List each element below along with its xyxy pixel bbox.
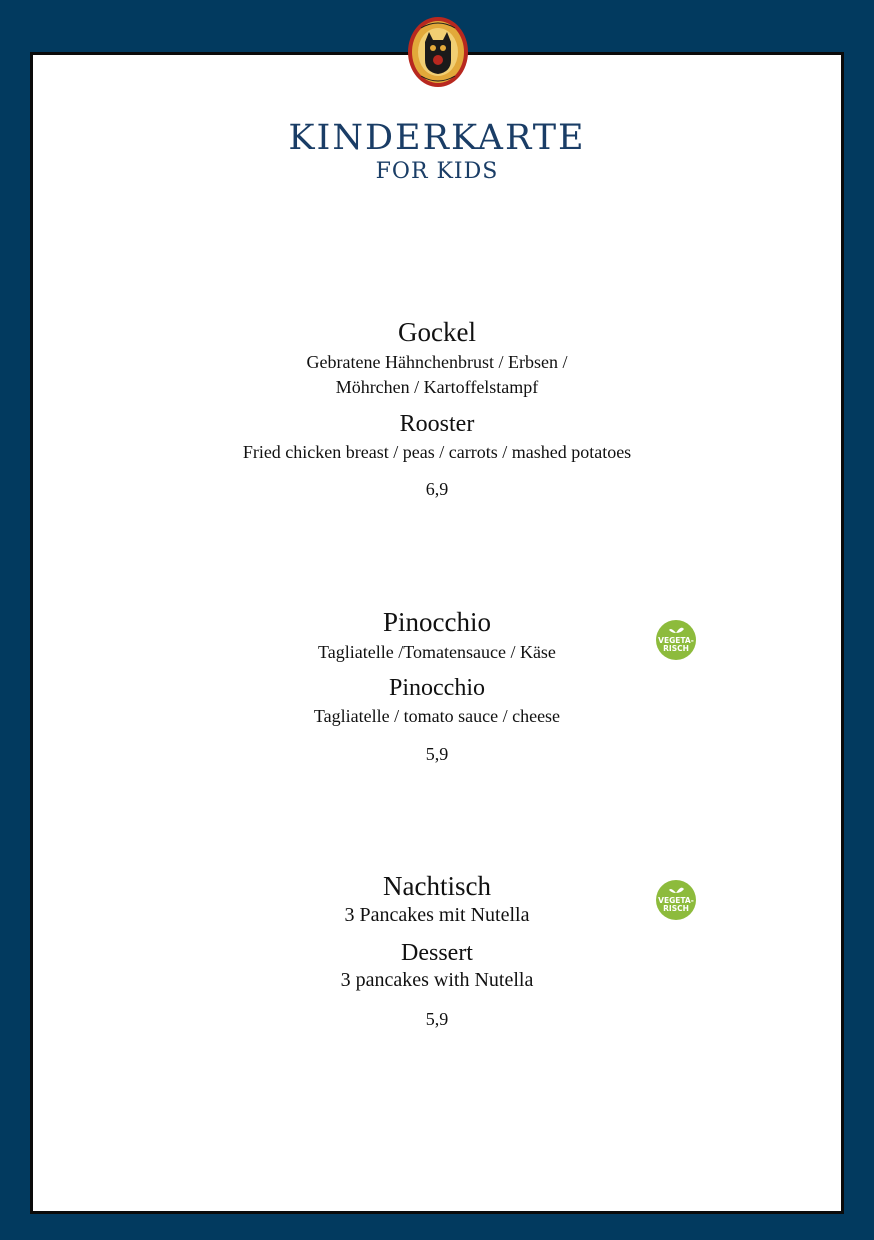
item-name-de: Nachtisch	[383, 871, 491, 901]
badge-label: VEGETA-	[658, 896, 694, 905]
item-name-de: Pinocchio	[383, 607, 491, 637]
item-desc-en: Tagliatelle / tomato sauce / cheese	[313, 706, 561, 726]
item-desc-de: Tagliatelle /Tomatensauce / Käse	[318, 642, 556, 662]
item-desc-de: Gebratene Hähnchenbrust / Erbsen /	[306, 352, 568, 372]
item-name-en: Pinocchio	[389, 675, 485, 701]
badge-label: VEGETA-	[658, 636, 694, 645]
item-price: 6,9	[425, 479, 449, 499]
vegetarian-badge-icon	[655, 619, 697, 661]
badge-label: RISCH	[663, 904, 689, 913]
item-price: 5,9	[425, 744, 449, 764]
menu-subtitle: FOR KIDS	[375, 159, 499, 184]
item-price: 5,9	[425, 1009, 449, 1029]
item-desc-en: 3 pancakes with Nutella	[340, 969, 534, 991]
item-name-de: Gockel	[398, 317, 476, 347]
vegetarian-badge-icon	[655, 879, 697, 921]
item-name-en: Rooster	[399, 411, 475, 437]
badge-label: RISCH	[663, 644, 689, 653]
item-name-en: Dessert	[401, 940, 473, 966]
menu-title: KINDERKARTE	[288, 118, 586, 158]
item-desc-de: 3 Pancakes mit Nutella	[344, 904, 530, 926]
restaurant-logo	[407, 16, 469, 88]
item-desc-en: Fried chicken breast / peas / carrots / mashed potatoes	[242, 442, 632, 462]
item-desc-de: Möhrchen / Kartoffelstampf	[335, 377, 539, 397]
